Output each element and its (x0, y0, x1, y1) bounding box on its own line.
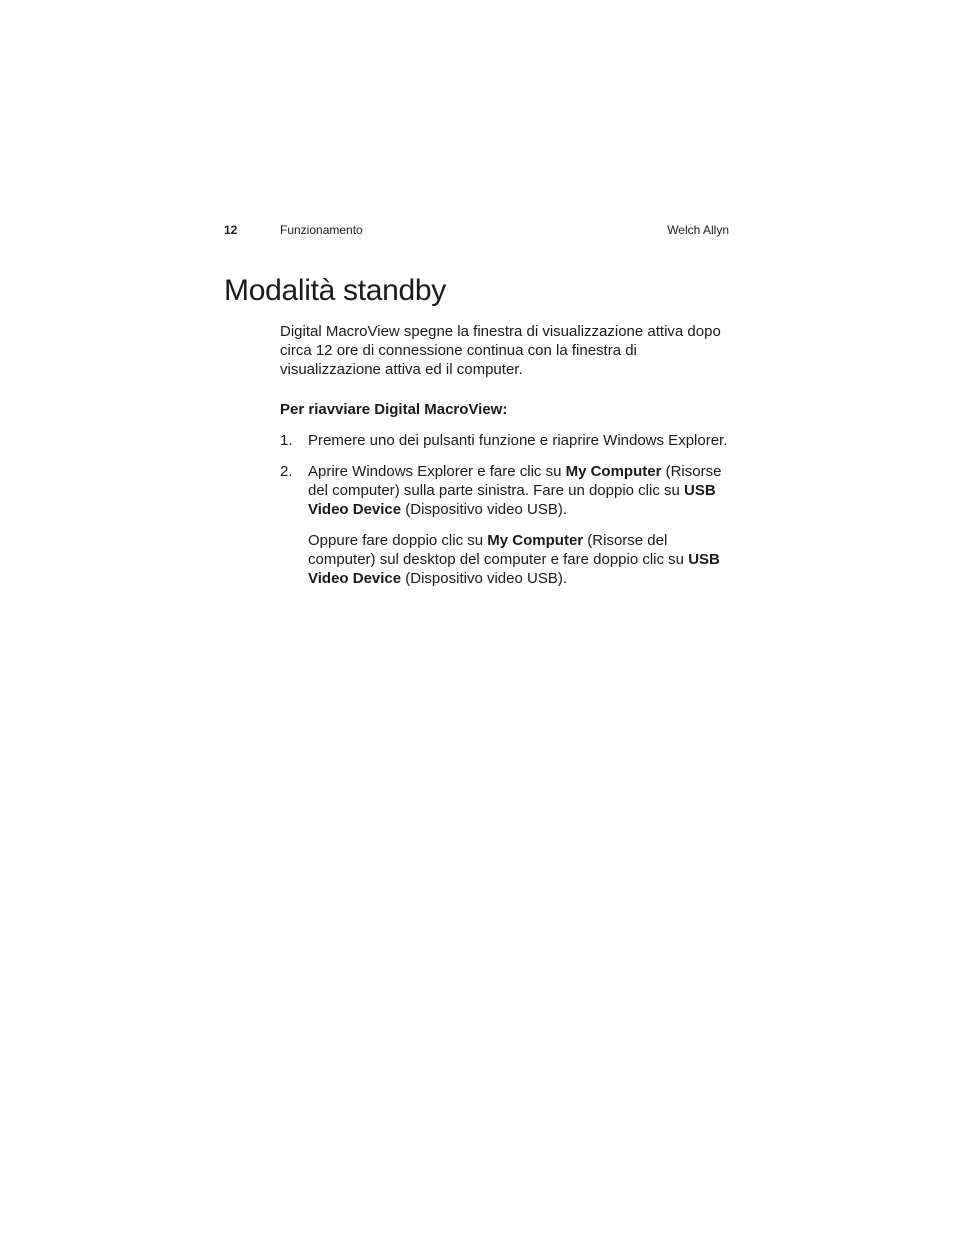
text-run: Aprire Windows Explorer e fare clic su (308, 463, 566, 480)
step-text (308, 462, 732, 519)
page-title: Modalità standby (224, 274, 447, 307)
page-header (224, 221, 729, 239)
text-run: (Dispositivo video USB). (401, 501, 567, 518)
step-alternative-text (308, 531, 732, 588)
page-number: 12 (224, 223, 238, 237)
step-number: 1. (280, 432, 293, 449)
company-name: Welch Allyn (667, 223, 729, 237)
procedure-heading: Per riavviare Digital MacroView: (280, 401, 508, 418)
text-run: (Dispositivo video USB). (401, 570, 567, 587)
procedure-steps (280, 431, 732, 588)
text-run: (Risorse del computer) sul desktop del computer e fare doppio clic su (308, 532, 689, 568)
bold-term-my-computer: My Computer (565, 463, 662, 480)
text-run: (Risorse del computer) sulla parte sinistra. Fare un doppio clic su (308, 463, 722, 499)
intro-paragraph: Digital MacroView spegne la finestra di visualizzazione attiva dopo circa 12 ore di connessione continua con la finestra di visualizzazione attiva ed il computer. (280, 323, 721, 378)
main-content (280, 322, 732, 588)
bold-term-usb-video-device: USB Video Device (308, 482, 716, 518)
step-text: Premere uno dei pulsanti funzione e riaprire Windows Explorer. (308, 432, 728, 449)
bold-term-my-computer: My Computer (487, 532, 584, 549)
step-1 (280, 431, 732, 450)
section-label: Funzionamento (280, 223, 363, 237)
bold-term-usb-video-device: USB Video Device (308, 551, 720, 587)
text-run: Oppure fare doppio clic su (308, 532, 488, 549)
step-number: 2. (280, 463, 293, 480)
step-2 (280, 462, 732, 588)
